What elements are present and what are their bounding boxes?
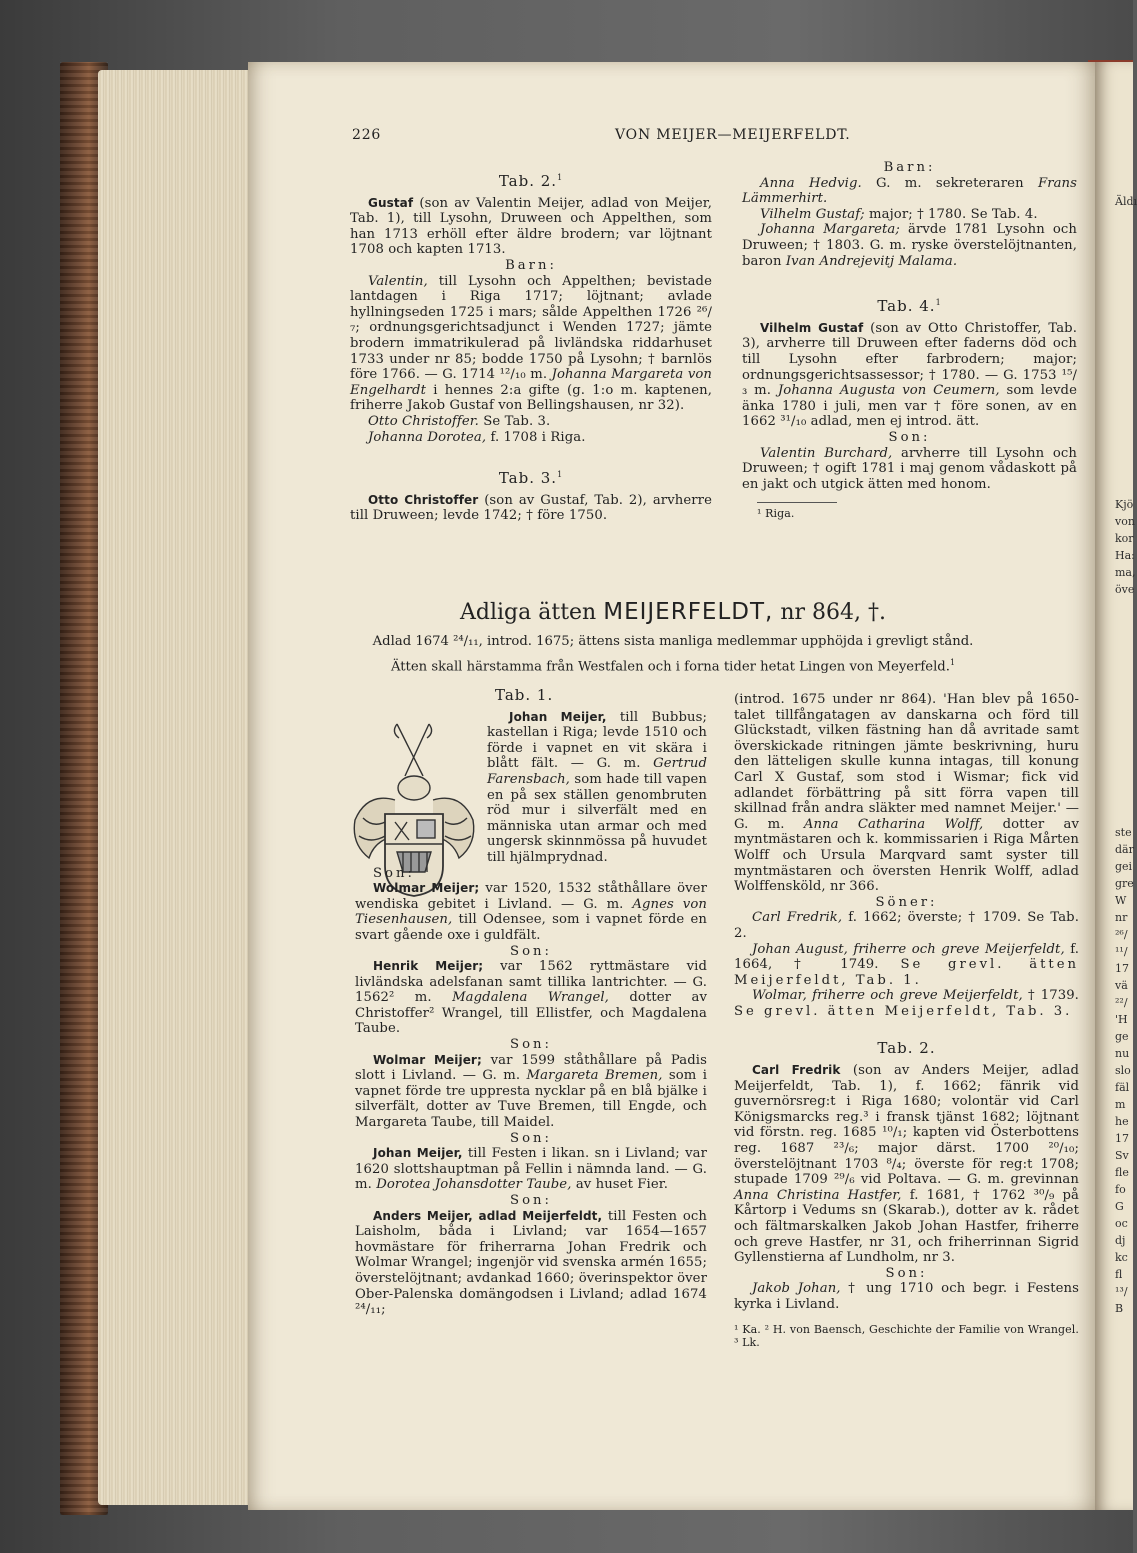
footnote-rule [757,502,837,503]
margin-fragment: nr [1115,911,1128,924]
margin-fragment: he [1115,1115,1129,1128]
margin-fragment: gre [1115,877,1134,890]
tab2-heading: Tab. 2.$^1$ [498,172,564,190]
section-title: Adliga ätten MEIJERFELDT, nr 864, †. [460,599,886,625]
margin-fragment: Kjö [1115,498,1134,511]
entry-anders-continued: (introd. 1675 under nr 864). 'Han blev på 1650-talet tillfångatagen av danskarna och förd till Glückstadt, vilken fästning han då avritade samt överskickade ritningen jämte beskrivning, huru den lätteligen skulle kunna intagas, till konung Carl X Gustaf, som stod i Wismar; fick vid adlandet förbättring på sitt förra vapen till skillnad från andra släkter med namnet Meijer.' — G. m. Anna Catharina Wolff, dotter av myntmästaren och k. kommissarien i Riga Mårten Wolff och Ursula Marqvard samt syster till myntmästaren och översten Henrik Wolff, adlad Wolffensköld, nr 366. [734,692,1080,895]
entry-jakob-johan: Jakob Johan, † ung 1710 och begr. i Festens kyrka i Livland. [734,1281,1079,1312]
margin-fragment: ²²/ [1115,996,1128,1009]
margin-fragment: von [1115,515,1135,528]
entry-carl-fredrik-tab2: Carl Fredrik (son av Anders Meijer, adlad Meijerfeldt, Tab. 1), f. 1662; fänrik vid guvernörsreg:t i Riga 1680; volontär vid Carl Königsmarcks reg.³ i fransk tjänst 1682; löjtnant vid förstn. reg. 1685 ¹⁰/₁; kapten vid Österbottens reg. 1687 ²³/₆; major därst. 1700 ²⁰/₁₀; överstelöjtnant 1703 ⁸/₄; överste för reg:t 1708; stupade 1709 ²⁹/₆ vid Poltava. — G. m. grevinnan Anna Christina Hastfer, f. 1681, † 1762 ³⁰/₉ på Kårtorp i Vedums sn (Skarab.), dotter av k. rådet och fältmarskalken Jakob Johan Hastfer, friherre och greve Hastfer, nr 31, och friherrinnan Sigrid Gyllenstierna af Lundholm, nr 3. [734,1063,1080,1266]
margin-fragment: 'H [1115,1013,1128,1026]
entry-wolmar-meijer: Wolmar Meijer; var 1520, 1532 ståthållare över wendiska gebitet i Livland. — G. m. Agnes von Tiesenhausen, till Odensee, som i vapnet förde en svart gående oxe i guldfält. [355,881,707,943]
margin-fragment: kc [1115,1251,1128,1264]
column-top-left [350,170,712,524]
column-bottom-left [355,688,707,1318]
entry-henrik-meijer: Henrik Meijer; var 1562 ryttmästare vid livländska adelsfanan samt tillika lantrichter. — G. 1562² m. Magdalena Wrangel, dotter av Christoffer² Wrangel, till Ellistfer, och Magdalena Taube. [355,959,708,1037]
margin-fragment: vä [1115,979,1128,992]
margin-fragment: ¹³/ [1115,1285,1128,1298]
entry-otto: Otto Christoffer. Se Tab. 3. [368,413,551,429]
son-label-5: Son: [510,1193,552,1208]
son-label-right: Son: [888,429,931,445]
entry-johan-august: Johan August, friherre och greve Meijerfeldt, f. 1664, † 1749. Se grevl. ätten Meijerfeldt, Tab. 1. [734,941,1079,988]
entry-valentin-burchard: Valentin Burchard, arvherre till Lysohn och Druween; † ogift 1781 i maj genom vådaskott på en jakt och utgick ätten med honom. [742,445,1077,492]
son-label-right-bottom: Son: [885,1265,928,1281]
entry-johan-meijer-2: Johan Meijer, till Festen i likan. sn i Livland; var 1620 slottshauptman på Fellin i nämnda land. — G. m. Dorotea Johansdotter Taube, av huset Fier. [355,1146,707,1193]
son-label-4: Son: [510,1130,552,1146]
margin-fragment: kor [1115,532,1134,545]
barn-label-right: Barn: [883,160,936,175]
margin-fragment: öve [1115,583,1135,596]
margin-fragment: fäl [1115,1081,1130,1094]
margin-fragment: W [1115,894,1127,907]
entry-otto-christoffer: Otto Christoffer (son av Gustaf, Tab. 2), arvherre till Druween; levde 1742; † före 1750. [350,492,712,524]
margin-fragment: ma, [1115,566,1136,579]
tab3-heading: Tab. 3.$^1$ [498,469,564,488]
page-edges [98,70,258,1505]
section-line2: Ätten skall härstamma från Westfalen och i forna tider hetat Lingen von Meyerfeld.$^1$ [390,658,956,675]
margin-fragment: ge [1115,1030,1129,1043]
footnote-bottom-right: ¹ Ka. ² H. von Baensch, Geschichte der Familie von Wrangel. ³ Lk. [734,1322,1079,1349]
entry-carl-fredrik: Carl Fredrik, f. 1662; överste; † 1709. Se Tab. 2. [734,910,1080,941]
margin-fragment: ¹¹/ [1115,945,1128,958]
margin-fragment: m [1115,1098,1126,1111]
section-line1: Adlad 1674 ²⁴/₁₁, introd. 1675; ättens sista manliga medlemmar upphöjda i grevligt stånd. [372,634,974,649]
tab2-heading-right: Tab. 2. [877,1039,936,1058]
son-label-1: Son: [373,865,415,881]
column-top-right [742,160,1077,520]
margin-fragment: fl [1115,1268,1123,1281]
barn-label: Barn: [505,257,557,273]
margin-fragment: Sv [1115,1149,1129,1162]
margin-fragment: ste [1115,826,1132,839]
son-label-3: Son: [510,1037,552,1053]
margin-fragment: ²⁶/ [1115,928,1128,941]
margin-fragment: 17 [1115,1132,1129,1145]
entry-valentin: Valentin, till Lysohn och Appelthen; bevistade lantdagen i Riga 1717; löjtnant; avlade hyllningseden 1725 i mars; sålde Appelthen 1726 ²⁶/₇; ordnungsgerichtsadjunct i Wenden 1727; jämte brodern immatrikulerad på livländska riddarhuset 1733 under nr 85; bodde 1750 på Lysohn; † barnlös före 1766. — G. 1714 ¹²/₁₀ m. Johanna Margareta von Engelhardt i hennes 2:a gifte (g. 1:o m. kaptenen, friherre Jakob Gustaf von Bellingshausen, nr 32). [350,273,712,414]
margin-fragment: G [1115,1200,1124,1213]
margin-fragment: fo [1115,1183,1126,1196]
son-label-2: Son: [510,943,552,959]
entry-johanna-margareta: Johanna Margareta; ärvde 1781 Lysohn och Druween; † 1803. G. m. ryske överstelöjtnanten, baron Ivan Andrejevitj Malama. [742,222,1078,269]
adjacent-page-fragment [1095,62,1137,1510]
margin-fragment: Ha: [1115,549,1135,562]
tab4-heading: Tab. 4.$^1$ [877,297,942,316]
footnote-top-right: ¹ Riga. [757,507,795,521]
entry-gustaf: Gustaf (son av Valentin Meijer, adlad von Meijer, Tab. 1), till Lysohn, Druween och Appelthen, som han 1713 erhöll efter äldre brodern; var löjtnant 1708 och kapten 1713. [350,195,712,258]
margin-fragment: fle [1115,1166,1129,1179]
entry-vilhelm-gustaf: Vilhelm Gustaf; major; † 1780. Se Tab. 4. [760,206,1038,222]
page-number: 226 [352,127,382,143]
tab1-heading: Tab. 1. [495,686,554,704]
margin-fragment: dj [1115,1234,1126,1247]
running-title: VON MEIJER—MEIJERFELDT. [615,127,851,143]
margin-fragment: slo [1115,1064,1131,1077]
entry-johan-meijer: Johan Meijer, till Bubbus; kastellan i Riga; levde 1510 och förde i vapnet en vit skära i blått fält. — G. m. Gertrud Farensbach, som hade till vapen en på sex ställen genombruten röd mur i silverfält med en människa utan armar och med ungersk skinnmössa på huvudet till hjälmprydnad. [487,709,707,865]
soner-label: Söner: [875,894,938,910]
margin-fragment: där [1115,843,1134,856]
margin-fragment: B [1115,1302,1124,1315]
margin-fragment: Äldı [1115,195,1137,208]
margin-fragment: 17 [1115,962,1129,975]
margin-fragment: gei [1115,860,1133,873]
margin-fragment: oc [1115,1217,1128,1230]
entry-wolmar-meijer-2: Wolmar Meijer; var 1599 ståthållare på Padis slott i Livland. — G. m. Margareta Bremen, som i vapnet förde tre uppresta nycklar på en blå bjälke i silverfält, dotter av Tuve Bremen, till Engde, och Margareta Taube, till Maidel. [355,1052,708,1131]
entry-wolmar-greve: Wolmar, friherre och greve Meijerfeldt, † 1739. Se grevl. ätten Meijerfeldt, Tab. 3. [734,988,1079,1019]
entry-vilhelm-tab4: Vilhelm Gustaf (son av Otto Christoffer, Tab. 3), arvherre till Druween efter faderns död och till Lysohn efter farbrodern; major; ordnungsgerichtsassessor; † 1780. — G. 1753 ¹⁵/₃ m. Johanna Augusta von Ceumern, som levde änka 1780 i juli, men var † före sonen, av en 1662 ³¹/₁₀ adlad, men ej introd. ätt. [742,320,1077,430]
column-bottom-right [734,692,1079,1349]
margin-fragment: nu [1115,1047,1130,1060]
entry-anna-hedvig: Anna Hedvig. G. m. sekreteraren Frans Lämmerhirt. [742,175,1078,207]
entry-johanna-dorotea: Johanna Dorotea, f. 1708 i Riga. [368,429,586,445]
entry-anders-meijer: Anders Meijer, adlad Meijerfeldt, till Festen och Laisholm, båda i Livland; var 1654—1657 hovmästare för friherrarna Johan Fredrik och Wolmar Wrangel; ingenjör vid svenska armén 1655; överstelöjtnant; avdankad 1660; överinspektor över Ober-Palenska domängodsen i Livland; adlad 1674 ²⁴/₁₁; [355,1208,707,1318]
